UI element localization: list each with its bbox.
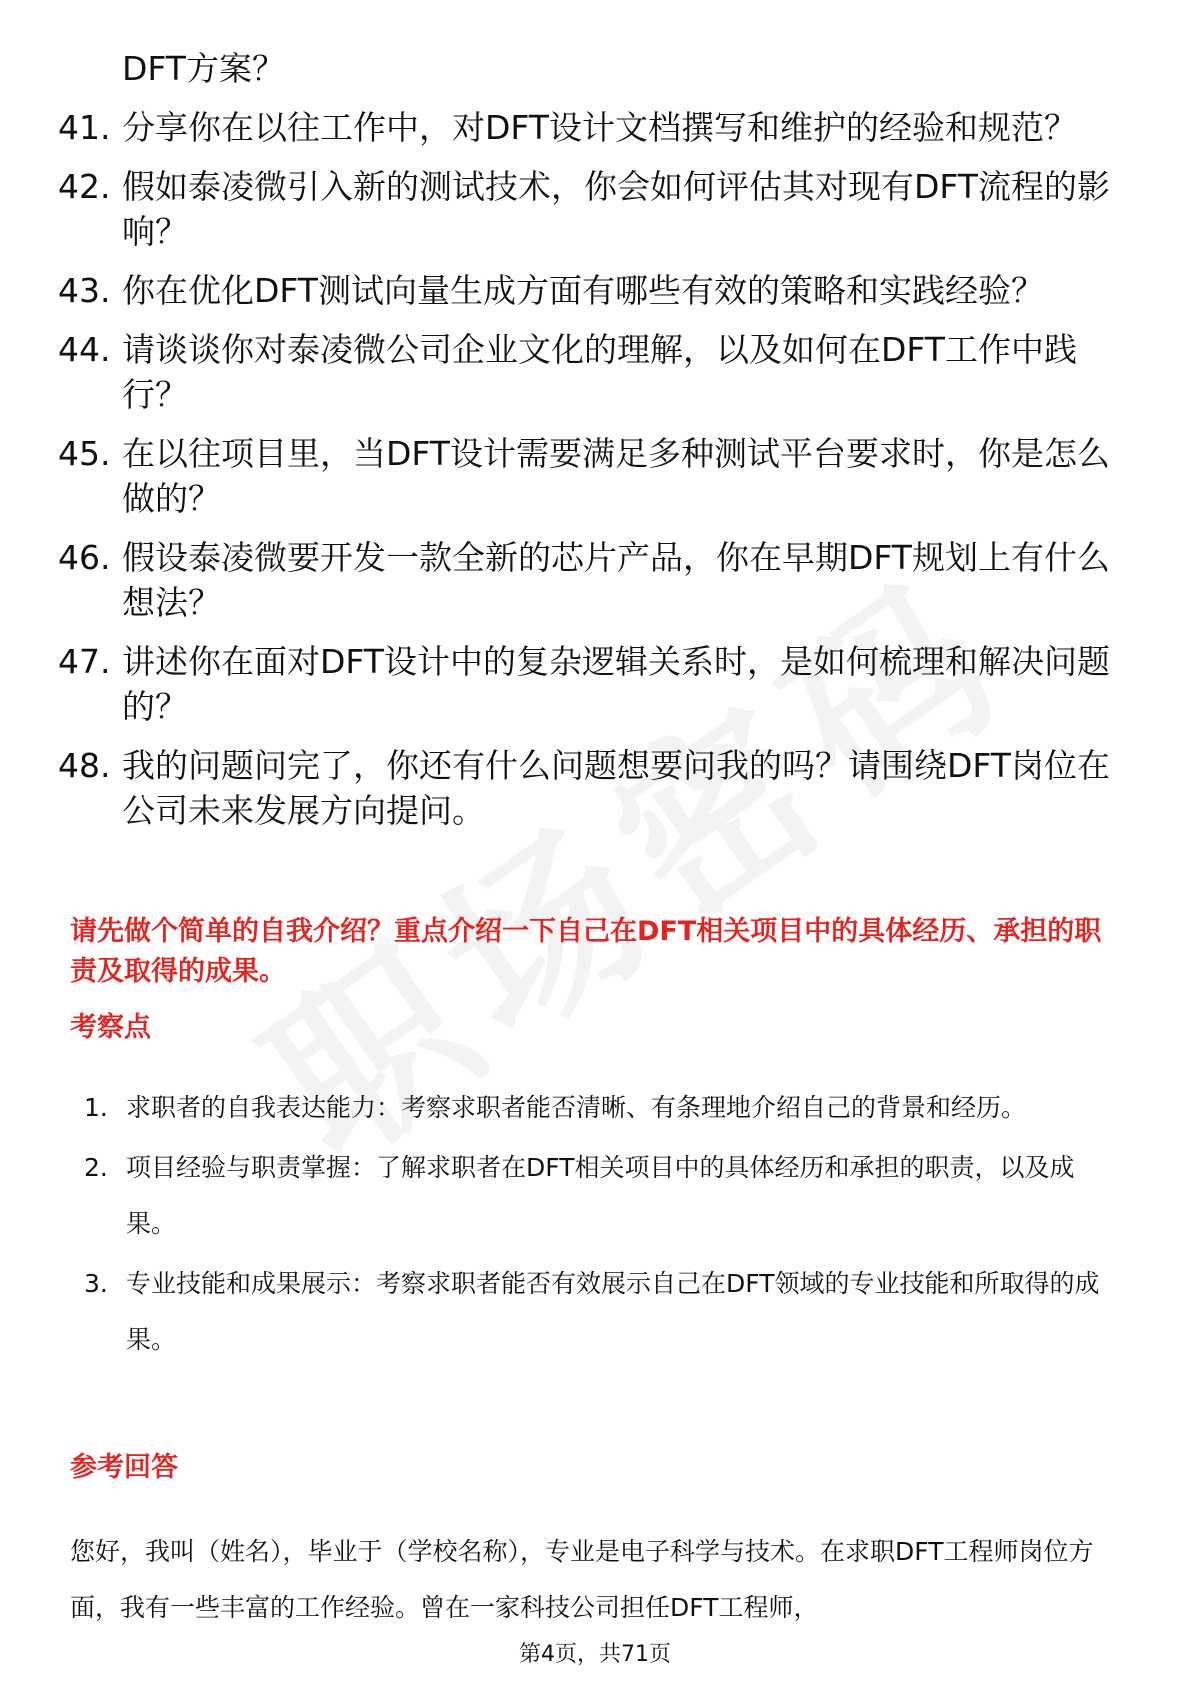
point-number: 1. bbox=[84, 1093, 108, 1122]
question-text: 分享你在以往工作中，对DFT设计文档撰写和维护的经验和规范？ bbox=[122, 108, 1077, 147]
question-number: 48. bbox=[58, 746, 111, 785]
interview-question-heading: 请先做个简单的自我介绍？重点介绍一下自己在DFT相关项目中的具体经历、承担的职责及取得的成果。 bbox=[70, 916, 1102, 987]
assessment-points-list bbox=[84, 1080, 1124, 1372]
question-text: 请谈谈你对泰凌微公司企业文化的理解，以及如何在DFT工作中践行？ bbox=[122, 330, 1077, 414]
reference-answer-heading: 参考回答 bbox=[70, 1452, 178, 1483]
question-number: 46. bbox=[58, 538, 111, 577]
question-number: 41. bbox=[58, 108, 111, 147]
question-number: 44. bbox=[58, 330, 111, 369]
point-text: 专业技能和成果展示：考察求职者能否有效展示自己在DFT领域的专业技能和所取得的成果。 bbox=[126, 1269, 1100, 1354]
question-item bbox=[58, 743, 1118, 833]
question-text: 假设泰凌微要开发一款全新的芯片产品，你在早期DFT规划上有什么想法？ bbox=[122, 538, 1110, 622]
question-item bbox=[58, 268, 1118, 313]
point-number: 2. bbox=[84, 1153, 108, 1182]
question-item bbox=[58, 327, 1118, 417]
question-number: 47. bbox=[58, 642, 111, 681]
question-text: 假如泰凌微引入新的测试技术，你会如何评估其对现有DFT流程的影响？ bbox=[122, 167, 1110, 251]
assessment-point bbox=[84, 1140, 1124, 1252]
question-number: 43. bbox=[58, 271, 111, 310]
question-item bbox=[58, 535, 1118, 625]
question-text: 讲述你在面对DFT设计中的复杂逻辑关系时，是如何梳理和解决问题的？ bbox=[122, 642, 1110, 726]
question-number: 45. bbox=[58, 434, 111, 473]
question-text: 我的问题问完了，你还有什么问题想要问我的吗？请围绕DFT岗位在公司未来发展方向提问。 bbox=[122, 746, 1110, 830]
question-item bbox=[58, 639, 1118, 729]
question-item bbox=[58, 46, 1118, 91]
question-item bbox=[58, 105, 1118, 150]
assessment-points-heading: 考察点 bbox=[70, 1012, 151, 1043]
question-item bbox=[58, 431, 1118, 521]
assessment-point bbox=[84, 1256, 1124, 1368]
question-text: DFT方案？ bbox=[122, 49, 285, 88]
question-item bbox=[58, 164, 1118, 254]
assessment-point bbox=[84, 1080, 1124, 1136]
point-text: 求职者的自我表达能力：考察求职者能否清晰、有条理地介绍自己的背景和经历。 bbox=[126, 1093, 1027, 1122]
question-number: 42. bbox=[58, 167, 111, 206]
question-text: 在以往项目里，当DFT设计需要满足多种测试平台要求时，你是怎么做的？ bbox=[122, 434, 1110, 518]
point-text: 项目经验与职责掌握：了解求职者在DFT相关项目中的具体经历和承担的职责，以及成果。 bbox=[126, 1153, 1075, 1238]
question-text: 你在优化DFT测试向量生成方面有哪些有效的策略和实践经验？ bbox=[122, 271, 1044, 310]
page-number-footer: 第4页，共71页 bbox=[519, 1642, 671, 1667]
question-list bbox=[58, 46, 1118, 847]
point-number: 3. bbox=[84, 1269, 108, 1298]
reference-answer-text: 您好，我叫（姓名），毕业于（学校名称），专业是电子科学与技术。在求职DFT工程师岗位方面，我有一些丰富的工作经验。曾在一家科技公司担任DFT工程师， bbox=[70, 1537, 1094, 1622]
